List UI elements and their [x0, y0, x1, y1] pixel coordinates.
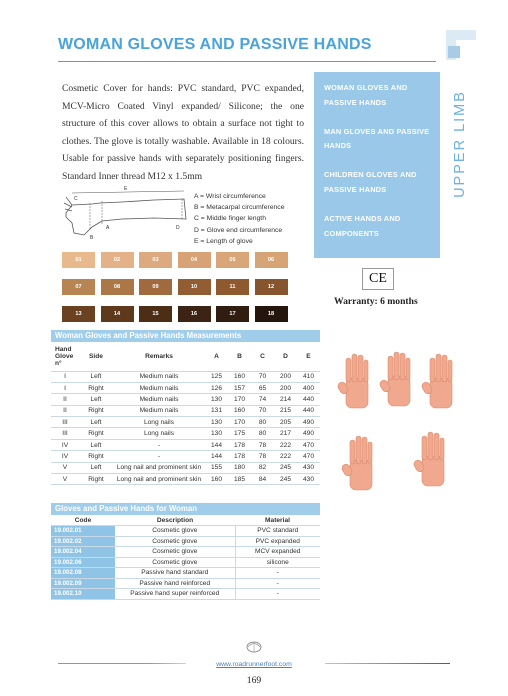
legend-item: C = Middle finger length [194, 215, 266, 223]
table-cell: Long nails [113, 428, 205, 439]
table-row [51, 417, 320, 428]
measurements-table [51, 343, 320, 485]
column-header: E [306, 353, 311, 361]
table-cell: Right [79, 382, 113, 393]
table-cell: 78 [251, 439, 274, 450]
table-row [51, 526, 320, 537]
table-cell: 490 [297, 417, 320, 428]
page-title: WOMAN GLOVES AND PASSIVE HANDS [58, 36, 372, 53]
table-cell: Left [79, 439, 113, 450]
table-cell: 178 [228, 439, 251, 450]
colour-swatches [62, 252, 288, 333]
column-header: B [237, 353, 242, 361]
table-cell: 217 [274, 428, 297, 439]
table-cell: Left [79, 417, 113, 428]
category-woman[interactable]: WOMAN GLOVES AND PASSIVE HANDS [324, 83, 408, 107]
table-cell: Medium nails [113, 394, 205, 405]
products-table [51, 515, 320, 600]
table-row [51, 536, 320, 547]
table-cell: 130 [205, 394, 228, 405]
table-cell: 170 [228, 394, 251, 405]
column-header: Side [89, 353, 103, 361]
table-cell: 144 [205, 439, 228, 450]
products-table-title: Gloves and Passive Hands for Woman [51, 503, 320, 515]
table-cell: 490 [297, 428, 320, 439]
table-cell: IV [51, 439, 79, 450]
table-cell: 200 [274, 371, 297, 382]
product-code: 19.002.09 [51, 578, 115, 589]
table-cell: Right [79, 405, 113, 416]
colour-swatch: 16 [178, 306, 211, 322]
table-cell: 70 [251, 371, 274, 382]
table-cell: 410 [297, 371, 320, 382]
table-cell: 70 [251, 405, 274, 416]
legend-item: D = Glove end circumference [194, 226, 283, 234]
colour-swatch: 06 [255, 252, 288, 268]
table-row [51, 557, 320, 568]
table-cell: 222 [274, 451, 297, 462]
table-cell: 214 [274, 394, 297, 405]
table-cell: 175 [228, 428, 251, 439]
table-row [51, 589, 320, 600]
table-cell: 130 [205, 428, 228, 439]
table-cell: Left [79, 394, 113, 405]
table-cell: Passive hand standard [115, 568, 235, 579]
measurement-legend [194, 191, 284, 247]
table-cell: 131 [205, 405, 228, 416]
table-cell: 200 [274, 382, 297, 393]
table-cell: 155 [205, 462, 228, 473]
table-cell: 470 [297, 451, 320, 462]
colour-swatch: 15 [139, 306, 172, 322]
legend-item: E = Length of glove [194, 237, 253, 245]
table-cell: Left [79, 462, 113, 473]
swatch-row [62, 306, 288, 322]
category-children[interactable]: CHILDREN GLOVES AND PASSIVE HANDS [324, 170, 417, 194]
diagram-label-a: A [106, 225, 110, 231]
table-cell: IV [51, 451, 79, 462]
colour-swatch: 07 [62, 279, 95, 295]
table-cell: - [235, 589, 320, 600]
table-cell: - [235, 568, 320, 579]
table-cell: 205 [274, 417, 297, 428]
table-cell: Right [79, 428, 113, 439]
column-header: A [214, 353, 219, 361]
table-cell: - [235, 578, 320, 589]
product-code: 19.002.10 [51, 589, 115, 600]
table-cell: 430 [297, 474, 320, 485]
column-header: Code [51, 515, 115, 526]
intro-paragraph: Cosmetic Cover for hands: PVC standard, PVC expanded, MCV-Micro Coated Vinyl expanded/ Silicone; the one structure of this cover allows to obtain a surface not tight to clothes. The glove is totally washable. Available in 18 colours. Usable for passive hands with separately positioning fingers. Standard Inner thread M12 x 1.5mm [62, 83, 304, 182]
table-cell: 160 [228, 371, 251, 382]
section-side-label [450, 78, 470, 210]
table-cell: Long nail and prominent skin [113, 462, 205, 473]
table-cell: 400 [297, 382, 320, 393]
colour-swatch: 03 [139, 252, 172, 268]
table-cell: 178 [228, 451, 251, 462]
hand-photo [341, 436, 372, 490]
product-code: 19.002.04 [51, 547, 115, 558]
title-rule [58, 61, 436, 62]
table-row [51, 382, 320, 393]
table-row [51, 547, 320, 558]
table-cell: 157 [228, 382, 251, 393]
table-cell: V [51, 474, 79, 485]
table-cell: III [51, 428, 79, 439]
category-man[interactable]: MAN GLOVES AND PASSIVE HANDS [324, 126, 430, 151]
legend-item: A = Wrist circumference [194, 193, 266, 200]
product-code: 19.002.06 [51, 557, 115, 568]
glove-diagram [62, 183, 190, 247]
corner-logo-mark [446, 30, 476, 60]
column-header: C [260, 353, 265, 361]
table-cell: Long nail and prominent skin [113, 474, 205, 485]
diagram-label-b: B [90, 235, 94, 241]
colour-swatch: 12 [255, 279, 288, 295]
measurements-table-title: Woman Gloves and Passive Hands Measurements [51, 330, 320, 342]
table-cell: 125 [205, 371, 228, 382]
table-cell: III [51, 417, 79, 428]
colour-swatch: 09 [139, 279, 172, 295]
table-cell: Cosmetic glove [115, 526, 235, 537]
diagram-label-d: D [176, 225, 180, 231]
table-cell: 82 [251, 462, 274, 473]
table-cell: - [113, 439, 205, 450]
table-cell: Long nails [113, 417, 205, 428]
column-header: Hand Glove n° [55, 346, 74, 368]
table-cell: Left [79, 371, 113, 382]
hand-photo [421, 354, 452, 408]
hand-photo [413, 432, 444, 486]
table-cell: 160 [228, 405, 251, 416]
table-cell: Right [79, 474, 113, 485]
colour-swatch: 13 [62, 306, 95, 322]
table-row [51, 462, 320, 473]
table-cell: 245 [274, 462, 297, 473]
hand-photo [379, 352, 410, 406]
table-cell: Cosmetic glove [115, 547, 235, 558]
table-cell: 245 [274, 474, 297, 485]
diagram-label-e: E [124, 186, 128, 192]
colour-swatch: 11 [216, 279, 249, 295]
table-cell: Cosmetic glove [115, 557, 235, 568]
table-cell: V [51, 462, 79, 473]
table-cell: - [113, 451, 205, 462]
table-cell: Medium nails [113, 405, 205, 416]
table-cell: PVC expanded [235, 536, 320, 547]
table-cell: 185 [228, 474, 251, 485]
swatch-row [62, 279, 288, 295]
table-cell: I [51, 382, 79, 393]
table-row [51, 439, 320, 450]
colour-swatch: 17 [216, 306, 249, 322]
table-cell: II [51, 405, 79, 416]
table-cell: 78 [251, 451, 274, 462]
colour-swatch: 02 [101, 252, 134, 268]
table-cell: 180 [228, 462, 251, 473]
table-row [51, 394, 320, 405]
table-cell: 84 [251, 474, 274, 485]
table-cell: MCV expanded [235, 547, 320, 558]
colour-swatch: 04 [178, 252, 211, 268]
table-cell: 440 [297, 394, 320, 405]
swatch-row [62, 252, 288, 268]
table-cell: 130 [205, 417, 228, 428]
warranty-text: Warranty: 6 months [334, 296, 418, 307]
passive-hands-photos [334, 350, 464, 495]
table-cell: 80 [251, 417, 274, 428]
colour-swatch: 18 [255, 306, 288, 322]
ce-mark: CE [362, 268, 394, 290]
table-cell: silicone [235, 557, 320, 568]
category-active-hands[interactable]: ACTIVE HANDS AND COMPONENTS [324, 214, 401, 238]
table-cell: 144 [205, 451, 228, 462]
table-row [51, 578, 320, 589]
table-cell: 222 [274, 439, 297, 450]
legend-item: B = Metacarpal circumference [194, 204, 285, 212]
product-code: 19.002.02 [51, 536, 115, 547]
table-cell: Passive hand reinforced [115, 578, 235, 589]
table-cell: PVC standard [235, 526, 320, 537]
colour-swatch: 01 [62, 252, 95, 268]
footer-logo-icon [236, 638, 272, 654]
table-cell: 470 [297, 439, 320, 450]
table-cell: 215 [274, 405, 297, 416]
footer-url-link[interactable]: www.roadrunnerfoot.com [216, 661, 292, 668]
colour-swatch: 05 [216, 252, 249, 268]
table-cell: Medium nails [113, 382, 205, 393]
table-cell: 160 [205, 474, 228, 485]
colour-swatch: 08 [101, 279, 134, 295]
product-code: 19.002.08 [51, 568, 115, 579]
table-cell: 80 [251, 428, 274, 439]
table-cell: Cosmetic glove [115, 536, 235, 547]
product-code: 19.002.01 [51, 526, 115, 537]
table-cell: I [51, 371, 79, 382]
column-header: Remarks [145, 353, 173, 361]
table-row [51, 451, 320, 462]
table-row [51, 474, 320, 485]
table-cell: Medium nails [113, 371, 205, 382]
table-cell: II [51, 394, 79, 405]
table-cell: Right [79, 451, 113, 462]
table-cell: 170 [228, 417, 251, 428]
column-header: Description [115, 515, 235, 526]
table-cell: 65 [251, 382, 274, 393]
table-row [51, 371, 320, 382]
table-cell: 74 [251, 394, 274, 405]
category-panel [314, 72, 440, 258]
hand-photo [337, 354, 368, 408]
column-header: Material [235, 515, 320, 526]
side-label-text: UPPER LIMB [452, 90, 468, 198]
column-header: D [283, 353, 288, 361]
colour-swatch: 10 [178, 279, 211, 295]
diagram-label-c: C [74, 196, 78, 202]
table-cell: 430 [297, 462, 320, 473]
table-cell: Passive hand super reinforced [115, 589, 235, 600]
table-row [51, 405, 320, 416]
page-number: 169 [246, 675, 262, 686]
table-row [51, 428, 320, 439]
colour-swatch: 14 [101, 306, 134, 322]
table-cell: 440 [297, 405, 320, 416]
table-row [51, 568, 320, 579]
table-cell: 126 [205, 382, 228, 393]
